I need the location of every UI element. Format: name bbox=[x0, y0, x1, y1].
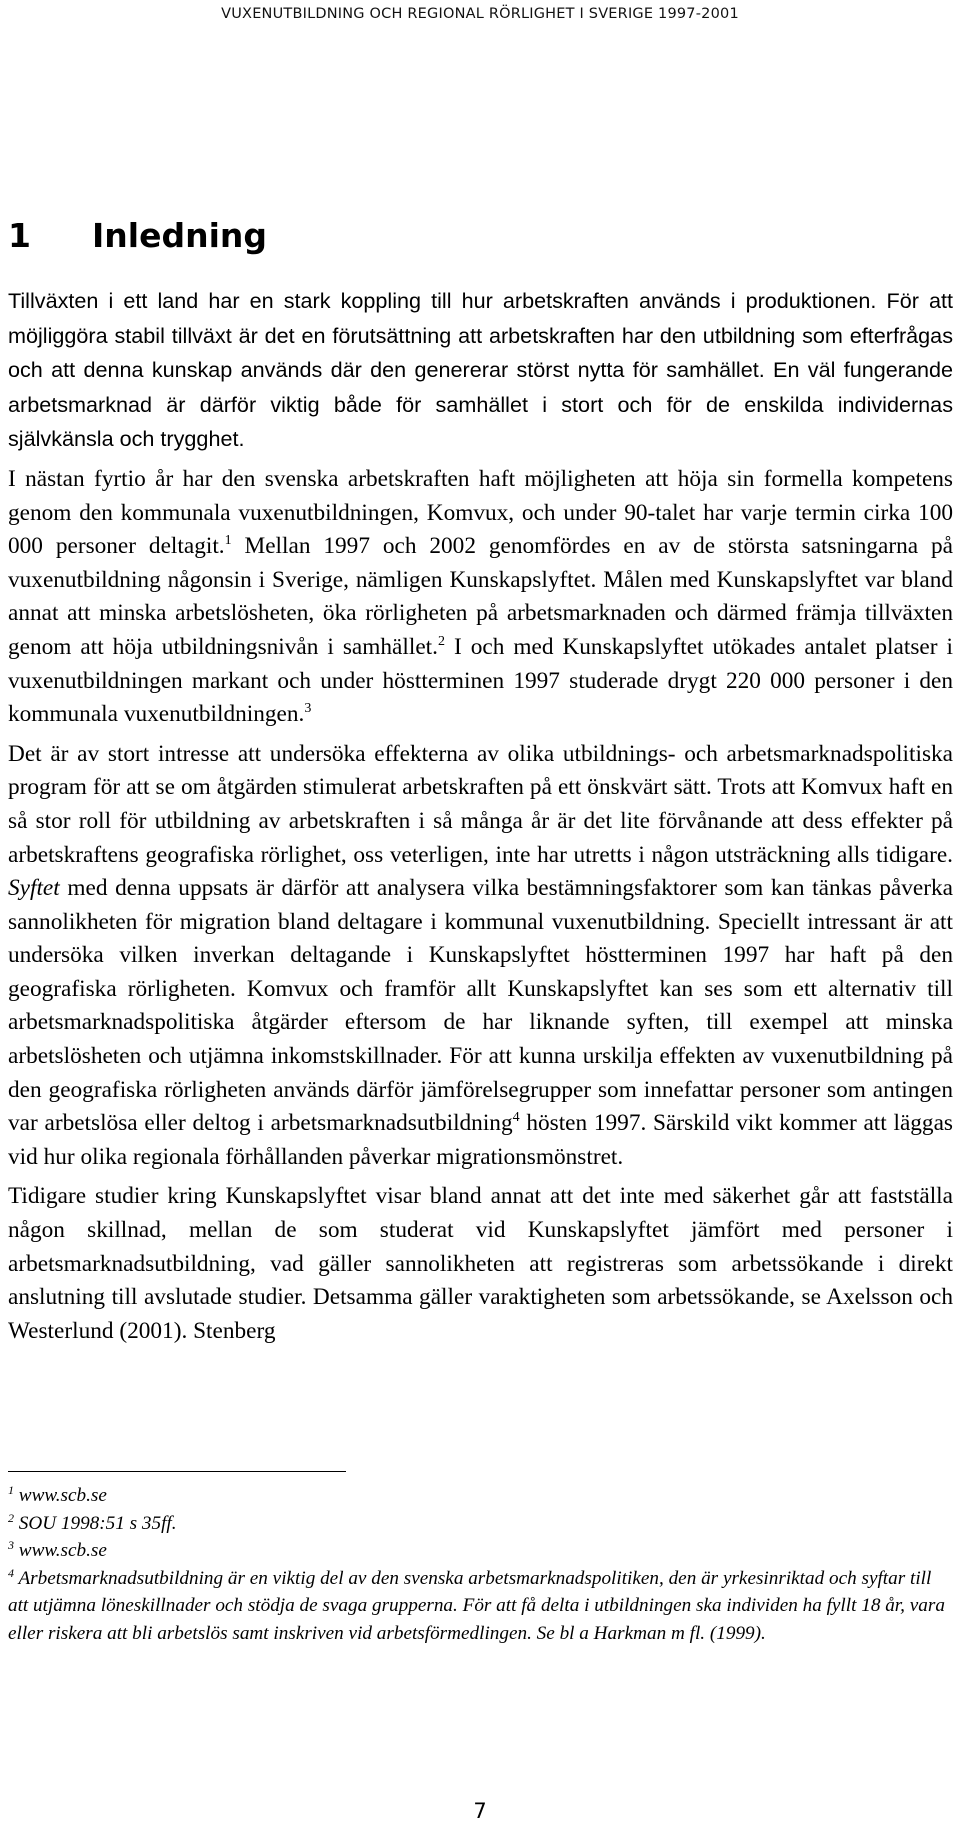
footnote-mark-2: 2 bbox=[8, 1510, 14, 1525]
footnote-text-1: www.scb.se bbox=[14, 1485, 107, 1506]
paragraph-2-text-a: I nästan fyrtio år har den svenska arbetskraften haft möjligheten att höja sin formella kompetens genom den kommunala vuxenutbildningen, Komvux, och under 90-talet har varje termin cirka 100 000 personer deltagit. bbox=[8, 465, 953, 560]
footnote-4 bbox=[8, 1565, 953, 1648]
footnote-3 bbox=[8, 1537, 953, 1565]
footnote-text-2: SOU 1998:51 s 35ff. bbox=[14, 1512, 177, 1534]
paragraph-2-text-b: Mellan 1997 och 2002 genomfördes en av de största satsningarna på vuxenutbildning någonsin i Sverige, nämligen Kunskapslyftet. Målen med Kunskapslyftet var bland annat att minska arbetslösheten, öka rörligheten på arbetsmarknaden och därmed främja tillväxten genom att höja utbildningsnivån i samhället. bbox=[8, 533, 953, 660]
footnote-separator bbox=[8, 1471, 346, 1472]
footnote-ref-4[interactable]: 4 bbox=[512, 1110, 520, 1126]
paragraph-3-text-b: med denna uppsats är därför att analysera vilka bestämningsfaktorer som kan tänkas påverka sannolikheten för migration bland deltagare i kommunal vuxenutbildning. Speciellt intressant är att undersöka vilken inverkan deltagande i Kunskapslyftet höstterminen 1997 har haft på den geografiska rörligheten. Komvux och framför allt Kunskapslyftet kan ses som ett alternativ till arbetsmarknadspolitiska åtgärder eftersom de har liknande syften, till exempel att minska arbetslösheten och utjämna inkomstskillnader. För att kunna urskilja effekten av vuxenutbildning på den geografiska rörligheten används därför jämförelsegrupper som innefattar personer som antingen var arbetslösa eller deltog i arbetsmarknadsutbildning bbox=[8, 875, 953, 1137]
paragraph-2-text-c: I och med Kunskapslyftet utökades antalet platser i vuxenutbildningen markant och under höstterminen 1997 studerade drygt 220 000 personer i den kommunala vuxenutbildningen. bbox=[8, 633, 953, 728]
footnote-1 bbox=[8, 1482, 953, 1510]
footnote-2 bbox=[8, 1510, 953, 1538]
paragraph-4-text: Tidigare studier kring Kunskapslyftet visar bland annat att det inte med säkerhet går att fastställa någon skillnad, mellan de som studerat vid Kunskapslyftet jämfört med personer i arbetsmarknadsutbildning, vad gäller sannolikheten att registreras som arbetssökande i direkt anslutning till avslutade studier. Detsamma gäller varaktigheten som arbetssökande, se Axelsson och Westerlund (2001). Stenberg bbox=[8, 1183, 953, 1344]
running-header: VUXENUTBILDNING OCH REGIONAL RÖRLIGHET I SVERIGE 1997-2001 bbox=[221, 6, 739, 22]
footnote-text-3: www.scb.se bbox=[14, 1540, 107, 1562]
footnotes bbox=[8, 1482, 953, 1648]
footnote-ref-1[interactable]: 1 bbox=[224, 533, 232, 549]
paragraph-3-text-c: hösten 1997. Särskild vikt kommer att läggas vid hur olika regionala förhållanden påverkar migrationsmönstret. bbox=[8, 1110, 953, 1170]
paragraph-3-text-a: Det är av stort intresse att undersöka effekterna av olika utbildnings- och arbetsmarknadspolitiska program för att se om åtgärden stimulerat arbetskraften på ett önskvärt sätt. Trots att Komvux haft en så stor roll för utbildning av arbetskraften i så många år är det lite förvånande att dess effekter på arbetskraftens geografiska rörlighet, oss veterligen, inte har utretts i någon utsträckning alls tidigare. bbox=[8, 740, 953, 868]
footnote-mark-1: 1 bbox=[8, 1483, 14, 1497]
body-text bbox=[8, 284, 953, 1354]
paragraph-1-sans-text-2: En väl fungerande arbetsmarknad är därför viktig både för samhället i stort och för de enskilda individernas självkänsla och trygghet. bbox=[8, 357, 954, 452]
page-number: 7 bbox=[473, 1799, 487, 1823]
footnote-mark-4: 4 bbox=[8, 1565, 14, 1580]
chapter-number: 1 bbox=[8, 216, 31, 255]
paragraph-4 bbox=[8, 1180, 953, 1348]
chapter-title-text: Inledning bbox=[92, 216, 268, 255]
paragraph-1-sans-text: Tillväxten i ett land har en stark koppling till hur arbetskraften används i produktionen. För att möjliggöra stabil tillväxt är det en förutsättning att arbetskraften har den utbildning som efterfrågas och att denna kunskap används där den genererar störst nytta för samhället. bbox=[8, 288, 953, 383]
emphasis-syftet: Syftet bbox=[8, 875, 60, 902]
footnote-mark-3: 3 bbox=[8, 1538, 14, 1553]
paragraph-1 bbox=[8, 284, 953, 457]
footnote-text-4: Arbetsmarknadsutbildning är en viktig del av den svenska arbetsmarknadspolitiken, den är yrkesinriktad och syftar till att utjämna löneskillnader och stödja de svaga grupperna. För att få delta i utbildningen ska individen ha fyllt 18 år, vara eller riskera att bli arbetslös samt inskriven vid arbetsförmedlingen. Se bl a Harkman m fl. (1999). bbox=[8, 1567, 945, 1644]
footnote-ref-2[interactable]: 2 bbox=[437, 633, 445, 649]
chapter-title bbox=[8, 216, 267, 255]
paragraph-2 bbox=[8, 463, 953, 732]
paragraph-3 bbox=[8, 738, 953, 1175]
footnote-ref-3[interactable]: 3 bbox=[304, 701, 312, 717]
